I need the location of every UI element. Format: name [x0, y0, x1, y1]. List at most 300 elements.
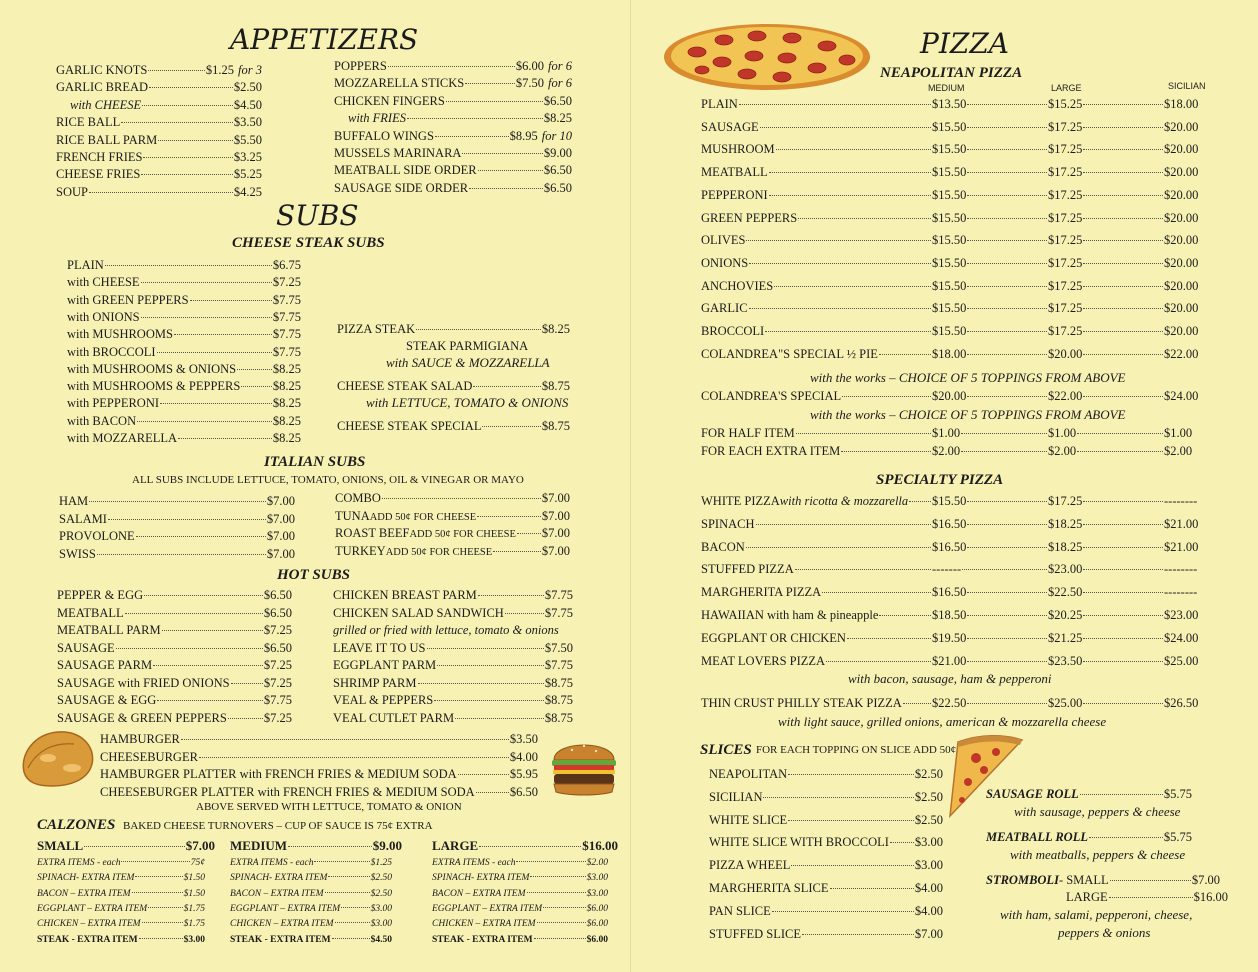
- item-name: STUFFED SLICE: [709, 926, 802, 941]
- leader-dots: [199, 757, 509, 758]
- leader-dots: [105, 265, 272, 266]
- item-price: $1.25: [205, 63, 235, 77]
- pizza-title: PIZZA: [920, 27, 1010, 60]
- price-sicilian: $20.00: [1164, 233, 1199, 248]
- leader-dots: [517, 533, 541, 534]
- item-price: $7.75: [272, 309, 301, 324]
- item-price: $4.00: [914, 903, 943, 918]
- item-price: $8.75: [541, 419, 570, 433]
- price-row-medium: [932, 695, 1048, 711]
- leader-dots: [909, 501, 931, 502]
- price-sicilian: $18.00: [1164, 97, 1199, 111]
- price-sicilian: $25.00: [1164, 653, 1199, 668]
- item-price: $4.50: [233, 97, 262, 112]
- steak-parm-note: with SAUCE & MOZZARELLA: [386, 355, 550, 370]
- price-row-medium: [932, 278, 1048, 294]
- item-name: CHEESE STEAK SALAD: [337, 379, 473, 393]
- price-large: $21.25: [1048, 630, 1083, 645]
- item-price: $6.50: [509, 784, 538, 799]
- item-name: SAUSAGE PARM: [57, 658, 153, 672]
- price-sicilian: $21.00: [1164, 516, 1199, 531]
- item-price: $5.25: [233, 167, 262, 182]
- price-row-sicilian: [1164, 388, 1216, 404]
- item-name: BACON: [701, 539, 745, 554]
- item-price: $6.50: [263, 588, 292, 602]
- price-row-sicilian: [1164, 653, 1216, 669]
- item-name: HAMBURGER PLATTER with FRENCH FRIES & MEDIUM SODA: [100, 767, 457, 782]
- leader-dots: [1083, 396, 1163, 397]
- menu-item: [57, 622, 292, 638]
- leader-dots: [462, 153, 542, 154]
- item-price: $4.00: [914, 881, 943, 895]
- cheese-steak-salad-item: [337, 378, 570, 394]
- price-row-sicilian: [1164, 232, 1216, 248]
- italian-subs-note: ALL SUBS INCLUDE LETTUCE, TOMATO, ONIONS, OIL & VINEGAR OR MAYO: [132, 474, 524, 486]
- item-name: TURKEY: [335, 543, 386, 558]
- item-name: GARLIC: [701, 301, 748, 316]
- item-price: $1.50: [183, 873, 205, 884]
- price-row-sicilian: [1164, 695, 1216, 711]
- item-name: ROAST BEEF: [335, 526, 410, 540]
- item-name: PIZZA STEAK: [337, 322, 416, 336]
- menu-item: [57, 587, 292, 603]
- price-row-name: [701, 119, 932, 135]
- price-row-medium: [932, 187, 1048, 203]
- menu-item: [67, 378, 301, 394]
- item-name: ANCHOVIES: [701, 278, 774, 293]
- item-name: EXTRA ITEMS - each: [230, 858, 314, 868]
- leader-dots: [967, 149, 1047, 150]
- item-name: WHITE SLICE: [709, 812, 788, 827]
- item-price: $6.50: [263, 605, 292, 620]
- item-name: MEATBALL PARM: [57, 623, 161, 637]
- price-row-medium: [932, 96, 1048, 112]
- menu-item: [334, 128, 572, 144]
- price-large: $22.00: [1048, 389, 1083, 403]
- calzone-extra-item: [230, 932, 392, 948]
- item-price: 75¢: [190, 858, 205, 868]
- item-price: $6.00: [586, 919, 608, 930]
- item-price: $2.50: [370, 873, 392, 884]
- leader-dots: [530, 876, 585, 877]
- works-note-1: with the works – CHOICE OF 5 TOPPINGS FROM ABOVE: [810, 370, 1126, 385]
- cheese-steak-special-item: [337, 418, 570, 434]
- leader-dots: [407, 118, 543, 119]
- item-price: $7.75: [272, 292, 301, 307]
- menu-item: [334, 75, 572, 91]
- item-name: CHEESE STEAK SPECIAL: [337, 419, 482, 433]
- item-note: ADD 50¢ FOR CHEESE: [385, 546, 493, 558]
- leader-dots: [795, 569, 931, 570]
- leader-dots: [1083, 286, 1163, 287]
- item-name: NEAPOLITAN: [709, 767, 788, 781]
- price-large: $17.25: [1048, 119, 1083, 134]
- price-row-sicilian: [1164, 493, 1216, 509]
- leader-dots: [455, 718, 544, 719]
- leader-dots: [153, 665, 263, 666]
- leader-dots: [141, 282, 272, 283]
- size-price: $16.00: [582, 838, 618, 853]
- leader-dots: [135, 876, 182, 877]
- price-row-name: [701, 388, 932, 404]
- price-medium: $20.00: [932, 389, 967, 403]
- leader-dots: [796, 433, 931, 434]
- item-quantity: for 6: [548, 76, 572, 91]
- leader-dots: [231, 683, 263, 684]
- price-row-large: [1048, 232, 1164, 248]
- menu-item: [709, 766, 943, 782]
- menu-item: [100, 731, 538, 747]
- menu-item: [57, 692, 292, 708]
- item-name: SALAMI: [59, 511, 107, 526]
- price-row-name: [701, 346, 932, 362]
- leader-dots: [967, 661, 1047, 662]
- price-sicilian: $20.00: [1164, 187, 1199, 202]
- leader-dots: [841, 451, 931, 452]
- sausage-roll-item: [986, 786, 1192, 802]
- item-name: with BACON: [67, 413, 137, 428]
- item-name: PAN SLICE: [709, 903, 771, 918]
- menu-item: [335, 508, 570, 524]
- item-price: $8.75: [544, 710, 573, 725]
- menu-item: [57, 710, 292, 726]
- price-row-sicilian: [1164, 346, 1216, 362]
- price-row-name: [701, 443, 932, 459]
- item-price: $8.25: [272, 431, 301, 445]
- price-row-large: [1048, 346, 1164, 362]
- price-large: $17.25: [1048, 142, 1083, 157]
- item-name: MEATBALL SIDE ORDER: [334, 163, 477, 178]
- leader-dots: [769, 195, 931, 196]
- menu-item: [67, 361, 301, 377]
- menu-item: [67, 326, 301, 342]
- leader-dots: [1083, 149, 1163, 150]
- leader-dots: [141, 174, 232, 175]
- leader-dots: [335, 922, 370, 923]
- item-price: $4.25: [233, 184, 262, 199]
- item-name: STEAK - EXTRA ITEM: [432, 934, 533, 945]
- menu-item: [335, 543, 570, 559]
- price-large: $17.25: [1048, 301, 1083, 316]
- leader-dots: [961, 433, 1047, 434]
- item-price: $7.00: [266, 546, 295, 561]
- leader-dots: [1083, 569, 1163, 570]
- price-sicilian: $20.00: [1164, 324, 1199, 338]
- item-price: $8.25: [272, 413, 301, 428]
- item-price: $7.25: [263, 658, 292, 672]
- price-sicilian: $20.00: [1164, 301, 1199, 316]
- price-medium: $22.50: [932, 696, 967, 710]
- item-price: $1.25: [370, 858, 392, 868]
- price-row-sicilian: [1164, 164, 1216, 180]
- leader-dots: [967, 396, 1047, 397]
- leader-dots: [418, 683, 544, 684]
- leader-dots: [148, 70, 205, 71]
- item-name: LEAVE IT TO US: [333, 640, 426, 655]
- item-name: RICE BALL PARM: [56, 132, 158, 147]
- leader-dots: [765, 331, 931, 332]
- item-name: ONIONS: [701, 255, 749, 270]
- price-medium: $16.50: [932, 585, 967, 600]
- leader-dots: [142, 105, 233, 106]
- price-medium: $1.00: [932, 426, 961, 440]
- item-name: MOZZARELLA STICKS: [334, 76, 465, 91]
- price-sicilian: $20.00: [1164, 142, 1199, 157]
- price-row-large: [1048, 695, 1164, 711]
- item-name: MEATBALL: [701, 165, 768, 180]
- price-row-name: [701, 96, 932, 112]
- menu-item: [59, 528, 295, 544]
- item-price: $7.50: [515, 76, 545, 91]
- item-price: $8.75: [541, 379, 570, 393]
- item-price: $2.50: [233, 80, 262, 95]
- item-name: with FRIES: [348, 111, 406, 126]
- column-header-medium: MEDIUM: [928, 83, 965, 93]
- price-sicilian: $1.00: [1164, 426, 1193, 440]
- item-price: $7.00: [266, 494, 295, 508]
- leader-dots: [1083, 524, 1163, 525]
- calzone-extra-item: [230, 901, 392, 917]
- price-row-large: [1048, 516, 1164, 532]
- meatball-roll-item: [986, 829, 1192, 845]
- menu-item: [59, 511, 295, 527]
- price-large: $2.00: [1048, 443, 1077, 458]
- leader-dots: [174, 334, 272, 335]
- calzone-extra-item: [230, 916, 392, 932]
- leader-dots: [89, 501, 266, 502]
- cheese-steak-salad-note: with LETTUCE, TOMATO & ONIONS: [366, 395, 569, 410]
- meatball-roll-note: with meatballs, peppers & cheese: [1010, 847, 1186, 862]
- leader-dots: [148, 907, 182, 908]
- price-row-sicilian: [1164, 278, 1216, 294]
- item-name: MEATBALL ROLL: [986, 830, 1088, 844]
- item-quantity: for 3: [238, 63, 262, 77]
- leader-dots: [967, 524, 1047, 525]
- stromboli-small-item: [986, 872, 1220, 888]
- leader-dots: [121, 861, 189, 862]
- leader-dots: [158, 140, 233, 141]
- leader-dots: [139, 938, 183, 939]
- price-sicilian: --------: [1164, 562, 1198, 577]
- leader-dots: [143, 157, 232, 158]
- item-name: SPINACH- EXTRA ITEM: [432, 873, 530, 884]
- leader-dots: [788, 774, 914, 775]
- leader-dots: [1083, 331, 1163, 332]
- leader-dots: [842, 396, 931, 397]
- size-price: $9.00: [372, 838, 402, 853]
- item-price: $5.95: [509, 767, 538, 782]
- leader-dots: [479, 846, 581, 847]
- item-name: EGGPLANT – EXTRA ITEM: [37, 903, 148, 914]
- menu-item: [67, 413, 301, 429]
- leader-dots: [967, 286, 1047, 287]
- price-large: $20.25: [1048, 608, 1083, 622]
- price-large: $17.25: [1048, 210, 1083, 225]
- neapolitan-pizza-title: NEAPOLITAN PIZZA: [880, 65, 1023, 81]
- calzone-extra-item: [230, 855, 392, 871]
- menu-item: [333, 640, 573, 656]
- menu-item: [59, 546, 295, 562]
- calzone-extra-item: [432, 886, 608, 902]
- price-sicilian: --------: [1164, 494, 1198, 508]
- price-medium: $15.50: [932, 301, 967, 316]
- price-row-large: [1048, 443, 1164, 459]
- slices-title: SLICES: [700, 742, 752, 758]
- price-medium: $15.50: [932, 187, 967, 202]
- leader-dots: [458, 774, 509, 775]
- leader-dots: [967, 615, 1047, 616]
- price-medium: $15.50: [932, 165, 967, 180]
- price-large: $17.25: [1048, 278, 1083, 293]
- price-row-sicilian: [1164, 300, 1216, 316]
- item-note: ADD 50¢ FOR CHEESE: [409, 529, 516, 540]
- item-price: $6.75: [272, 258, 301, 272]
- price-row-sicilian: [1164, 607, 1216, 623]
- menu-item: [56, 166, 262, 182]
- leader-dots: [1083, 547, 1163, 548]
- price-row-medium: [932, 300, 1048, 316]
- menu-item: [100, 766, 538, 782]
- item-name: FRENCH FRIES: [56, 150, 143, 164]
- works-note-2: with the works – CHOICE OF 5 TOPPINGS FROM ABOVE: [810, 407, 1126, 422]
- size-label: MEDIUM: [230, 838, 288, 853]
- price-medium: $15.50: [932, 119, 967, 134]
- item-name: MUSHROOM: [701, 142, 775, 157]
- leader-dots: [879, 354, 931, 355]
- price-row-large: [1048, 96, 1164, 112]
- item-price: $7.25: [263, 623, 292, 637]
- item-name: with MUSHROOMS & ONIONS: [67, 361, 237, 376]
- item-name: EXTRA ITEMS - each: [37, 858, 121, 868]
- item-name: SOUP: [56, 184, 88, 199]
- leader-dots: [1083, 501, 1163, 502]
- item-price: $2.50: [914, 789, 943, 804]
- calzone-extra-item: [432, 870, 608, 886]
- item-name: EGGPLANT PARM: [333, 658, 437, 672]
- leader-dots: [493, 551, 541, 552]
- price-sicilian: $22.00: [1164, 346, 1199, 361]
- item-name: BACON – EXTRA ITEM: [432, 888, 526, 899]
- leader-dots: [798, 218, 931, 219]
- price-row-large: [1048, 653, 1164, 669]
- leader-dots: [478, 170, 543, 171]
- leader-dots: [967, 501, 1047, 502]
- price-row-name: [701, 516, 932, 532]
- leader-dots: [760, 127, 931, 128]
- price-row-medium: [932, 539, 1048, 555]
- item-name: CHICKEN BREAST PARM: [333, 588, 477, 602]
- calzone-extra-item: [230, 886, 392, 902]
- leader-dots: [241, 386, 272, 387]
- item-price: $4.50: [370, 934, 392, 945]
- item-name: HAM: [59, 494, 89, 508]
- item-name: CHICKEN SALAD SANDWICH: [333, 605, 504, 620]
- price-row-name: [701, 695, 932, 711]
- price-medium: -------: [932, 562, 962, 577]
- menu-item: [334, 145, 572, 161]
- item-name: WHITE SLICE WITH BROCCOLI: [709, 835, 889, 850]
- calzone-extra-item: [37, 901, 205, 917]
- menu-item: [334, 180, 572, 196]
- menu-item: [709, 903, 943, 919]
- item-price: $3.00: [370, 903, 392, 914]
- leader-dots: [776, 149, 931, 150]
- item-price: $5.75: [1163, 830, 1192, 844]
- item-name: MARGHERITA SLICE: [709, 881, 829, 895]
- calzone-size-small: [37, 838, 215, 854]
- price-medium: $16.50: [932, 516, 967, 531]
- price-medium: $18.50: [932, 608, 967, 622]
- leader-dots: [967, 547, 1047, 548]
- price-row-large: [1048, 584, 1164, 600]
- burger-note: ABOVE SERVED WITH LETTUCE, TOMATO & ONION: [196, 801, 462, 813]
- menu-item: [57, 605, 292, 621]
- item-name: with CHEESE: [67, 275, 140, 290]
- item-price: $4.00: [509, 749, 538, 764]
- menu-item: [100, 784, 538, 800]
- price-row-medium: [932, 630, 1048, 646]
- leader-dots: [1077, 433, 1163, 434]
- menu-item: [67, 274, 301, 290]
- price-row-name: [701, 607, 932, 623]
- leader-dots: [435, 136, 509, 137]
- price-row-medium: [932, 425, 1048, 441]
- item-price: $3.00: [370, 919, 392, 930]
- item-name: with ONIONS: [67, 309, 140, 324]
- item-price: $7.75: [544, 658, 573, 672]
- leader-dots: [341, 907, 369, 908]
- price-row-name: [701, 323, 932, 339]
- item-name: SAUSAGE & EGG: [57, 693, 157, 707]
- item-price: $3.50: [509, 732, 538, 746]
- price-row-medium: [932, 141, 1048, 157]
- item-price: $7.25: [263, 675, 292, 690]
- item-price: $6.50: [543, 163, 572, 178]
- price-row-sicilian: [1164, 443, 1216, 459]
- item-price: $7.00: [541, 543, 570, 558]
- leader-dots: [388, 66, 515, 67]
- leader-dots: [967, 195, 1047, 196]
- leader-dots: [769, 172, 931, 173]
- price-row-sicilian: [1164, 539, 1216, 555]
- item-name: SICILIAN: [709, 789, 763, 804]
- item-name: PLAIN: [701, 97, 738, 111]
- leader-dots: [136, 536, 266, 537]
- item-price: $7.75: [544, 605, 573, 620]
- item-name: SAUSAGE with FRIED ONIONS: [57, 675, 230, 690]
- item-price: $6.00: [586, 903, 608, 914]
- price-medium: $15.50: [932, 233, 967, 248]
- price-large: $18.25: [1048, 539, 1083, 554]
- leader-dots: [446, 101, 543, 102]
- menu-item: [100, 749, 538, 765]
- leader-dots: [763, 797, 913, 798]
- item-price: $3.00: [586, 873, 608, 884]
- leader-dots: [967, 172, 1047, 173]
- leader-dots: [749, 263, 931, 264]
- menu-item: [57, 640, 292, 656]
- item-name: COMBO: [335, 491, 381, 505]
- calzones-title: CALZONES: [37, 817, 116, 833]
- price-row-name: [701, 232, 932, 248]
- item-name: SAUSAGE & GREEN PEPPERS: [57, 710, 227, 725]
- price-row-name: [701, 164, 932, 180]
- leader-dots: [121, 122, 233, 123]
- calzone-extra-item: [37, 870, 205, 886]
- leader-dots: [89, 192, 233, 193]
- price-medium: $15.50: [932, 324, 967, 338]
- item-name: SAUSAGE: [57, 640, 115, 655]
